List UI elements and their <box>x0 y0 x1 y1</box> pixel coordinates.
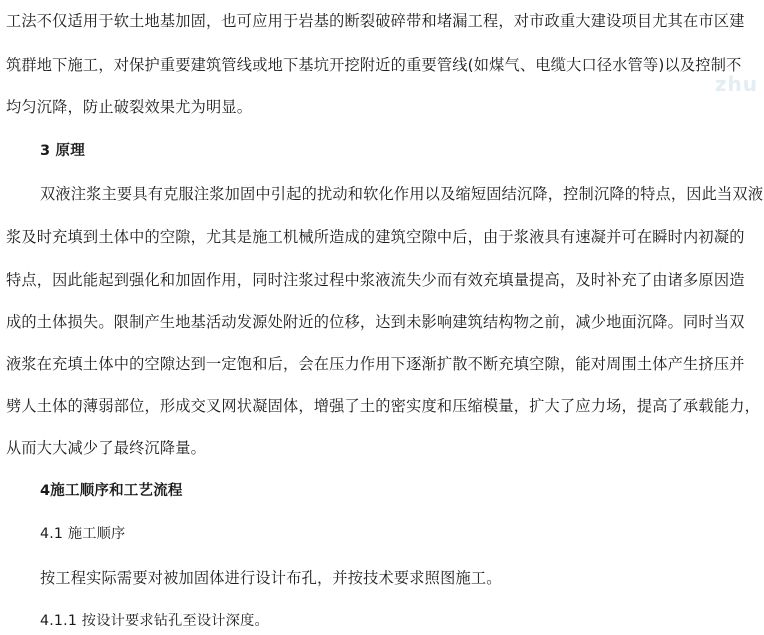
paragraph-line: 特点，因此能起到强化和加固作用，同时注浆过程中浆液流失少而有效充填量提高，及时补充了由诸多原因造 <box>6 271 745 289</box>
watermark: zhu <box>714 72 758 96</box>
paragraph-line: 双液注浆主要具有克服注浆加固中引起的扰动和软化作用以及缩短固结沉降，控制沉降的特点，因此当双液 <box>40 185 764 203</box>
paragraph-line: 成的土体损失。限制产生地基活动发源处附近的位移，达到未影响建筑结构物之前，减少地面沉降。同时当双 <box>6 313 745 331</box>
paragraph-line: 从而大大减少了最终沉降量。 <box>6 439 207 457</box>
section-heading-3: 3 原理 <box>40 143 85 159</box>
paragraph-line: 浆及时充填到土体中的空隙，尤其是施工机械所造成的建筑空隙中后，由于浆液具有速凝并可在瞬时内初凝的 <box>6 228 745 246</box>
paragraph-line: 筑群地下施工，对保护重要建筑管线或地下基坑开挖附近的重要管线(如煤气、电缆大口径水管等)以及控制不 <box>6 56 742 74</box>
section-heading-4: 4施工顺序和工艺流程 <box>40 483 183 499</box>
paragraph-line: 按工程实际需要对被加固体进行设计布孔，并按技术要求照图施工。 <box>40 569 502 587</box>
paragraph-line: 工法不仅适用于软土地基加固，也可应用于岩基的断裂破碎带和堵漏工程，对市政重大建设项目尤其在市区建 <box>6 12 745 30</box>
paragraph-line: 均匀沉降，防止破裂效果尤为明显。 <box>6 98 253 116</box>
paragraph-line: 液浆在充填土体中的空隙达到一定饱和后，会在压力作用下逐渐扩散不断充填空隙，能对周围土体产生挤压并 <box>6 355 745 373</box>
list-item-4-1-1: 4.1.1 按设计要求钻孔至设计深度。 <box>40 613 269 629</box>
subsection-heading-4-1: 4.1 施工顺序 <box>40 526 126 542</box>
paragraph-line: 劈人土体的薄弱部位，形成交叉网状凝固体，增强了土的密实度和压缩模量，扩大了应力场，提高了承载能力， <box>6 397 760 415</box>
